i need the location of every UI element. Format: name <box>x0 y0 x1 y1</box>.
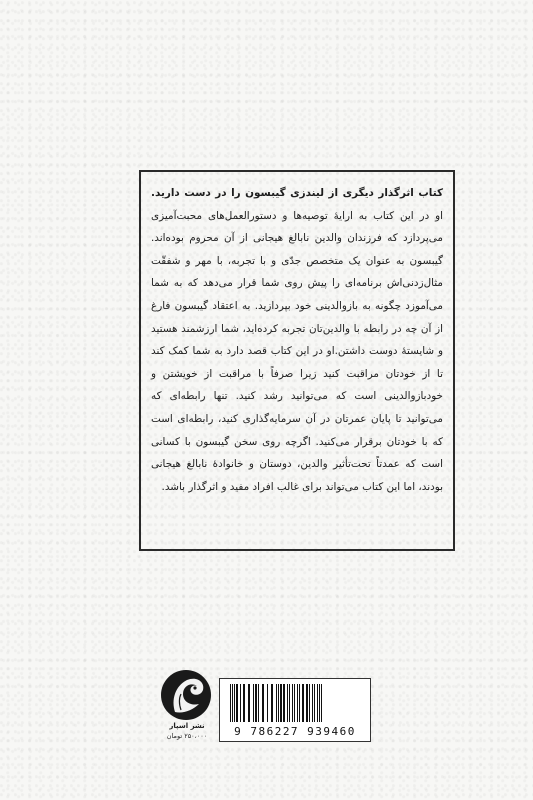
price-label: ۲۵۰،۰۰۰ تومان <box>166 732 208 740</box>
blurb-body: او در این کتاب به ارایهٔ توصیه‌ها و دستورالعمل‌های محبت‌آمیزی می‌پردازد که فرزندان والدین نابالغ هیجانی از آن محروم بوده‌اند. گیبسون به عنوان یک متخصص جدّی و با تجربه، با مهر و شفقّت مثال‌زدنی‌اش برنامه‌ای را پیش روی شما قرار می‌دهد که به شما می‌آموزد چگونه به بازوالدینی خود بپردازید. به اعتقاد گیبسون فارغ از آن چه در رابطه با والدین‌تان تجربه کرده‌اید، شما ارزشمند هستید و شایستهٔ دوست داشتن.او در این کتاب قصد دارد به شما کمک کند تا از خودتان مراقبت کنید زیرا صرفاً با مراقبت از خویشتن و خودبازوالدینی است که می‌توانید رشد کنید. تنها رابطه‌ای که می‌توانید تا پایان عمرتان در آن سرمایه‌گذاری کنید، رابطه‌ای است که با خودتان برقرار می‌کنید. اگرچه روی سخن گیبسون با کسانی است که عمدتاً تحت‌تأثیر والدین، دوستان و خانوادهٔ نابالغ هیجانی بودند، اما این کتاب می‌تواند برای غالب افراد مفید و اثرگذار باشد. <box>151 209 443 493</box>
isbn-number: 9 786227 939460 <box>234 725 356 738</box>
blurb-headline: کتاب اثرگذار دیگری از لیندزی گیبسون را در دست دارید. <box>151 187 443 199</box>
isbn-barcode <box>219 678 371 742</box>
back-cover-blurb <box>151 182 443 498</box>
barcode-bars <box>220 679 372 729</box>
back-cover-blurb-box <box>139 170 455 551</box>
publisher-name: نشر اسپار <box>169 722 205 730</box>
publisher-logo-icon <box>161 670 211 720</box>
publisher-logo <box>158 670 216 742</box>
